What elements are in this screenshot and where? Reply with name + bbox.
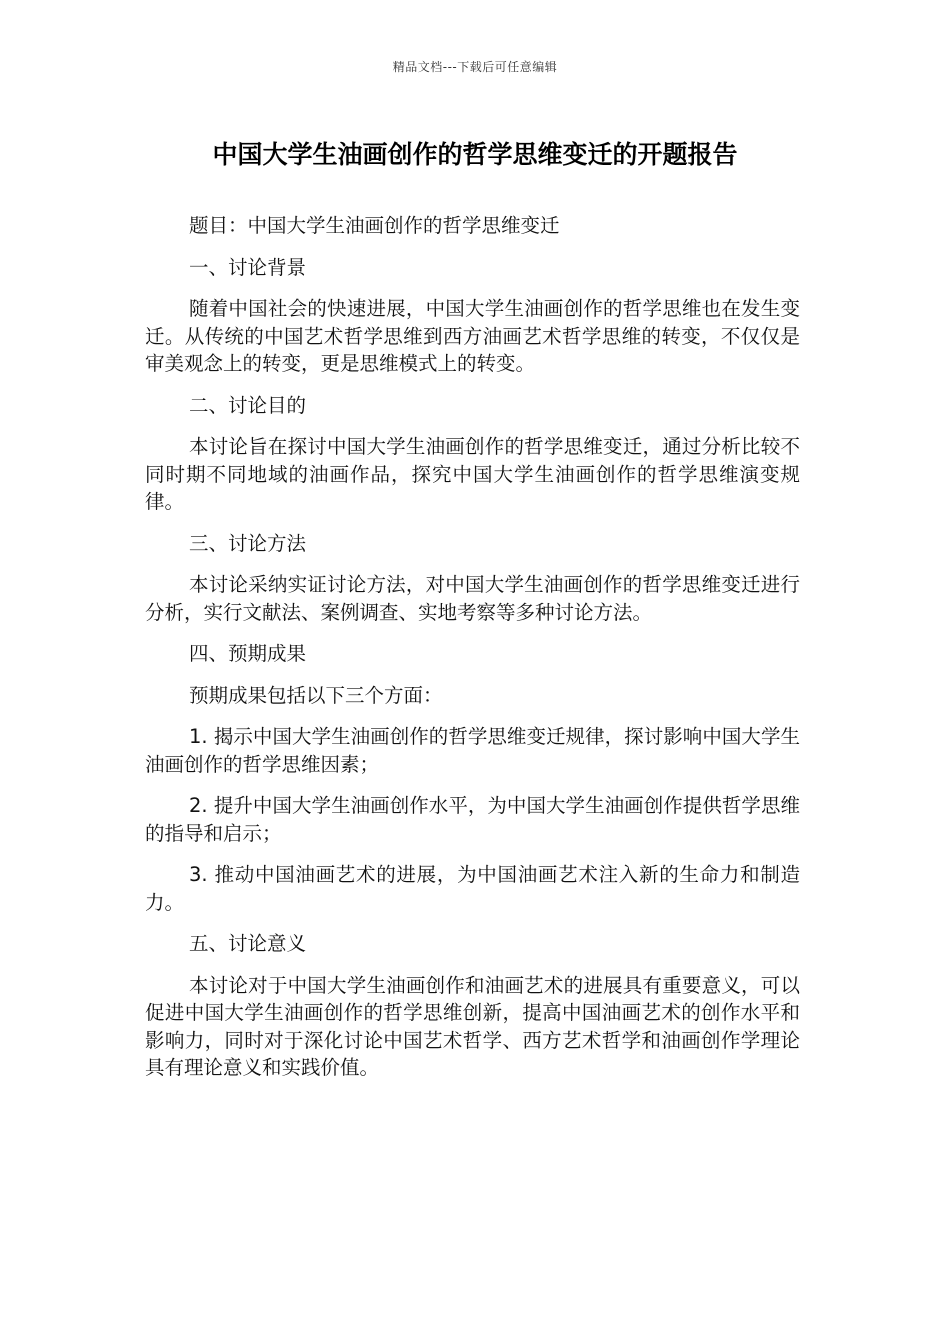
paragraph-method: 本讨论采纳实证讨论方法，对中国大学生油画创作的哲学思维变迁进行分析，实行文献法、案例调查、实地考察等多种讨论方法。 [145, 573, 800, 624]
document-body [145, 212, 800, 1096]
header-note: 精品文档---下载后可任意编辑 [392, 60, 558, 74]
section-heading-background: 一、讨论背景 [189, 255, 307, 279]
topic-line: 题目：中国大学生油画创作的哲学思维变迁 [189, 214, 560, 237]
paragraph-significance: 本讨论对于中国大学生油画创作和油画艺术的进展具有重要意义，可以促进中国大学生油画创作的哲学思维创新，提高中国油画艺术的创作水平和影响力，同时对于深化讨论中国艺术哲学、西方艺术哲学和油画创作学理论具有理论意义和实践价值。 [145, 973, 800, 1079]
section-heading-method: 三、讨论方法 [189, 531, 307, 555]
section-heading-results: 四、预期成果 [189, 642, 307, 665]
section-heading-significance: 五、讨论意义 [189, 932, 307, 955]
paragraph-purpose: 本讨论旨在探讨中国大学生油画创作的哲学思维变迁，通过分析比较不同时期不同地域的油画作品，探究中国大学生油画创作的哲学思维演变规律。 [145, 435, 800, 513]
paragraph-results-intro: 预期成果包括以下三个方面： [189, 683, 443, 707]
list-item-result-3: 3. 推动中国油画艺术的进展，为中国油画艺术注入新的生命力和制造力。 [145, 863, 800, 914]
paragraph-background: 随着中国社会的快速进展，中国大学生油画创作的哲学思维也在发生变迁。从传统的中国艺术哲学思维到西方油画艺术哲学思维的转变，不仅仅是审美观念上的转变，更是思维模式上的转变。 [145, 297, 800, 375]
document-title: 中国大学生油画创作的哲学思维变迁的开题报告 [212, 140, 738, 169]
section-heading-purpose: 二、讨论目的 [189, 393, 307, 417]
list-item-result-1: 1. 揭示中国大学生油画创作的哲学思维变迁规律，探讨影响中国大学生油画创作的哲学思维因素； [145, 725, 800, 776]
list-item-result-2: 2. 提升中国大学生油画创作水平，为中国大学生油画创作提供哲学思维的指导和启示； [145, 794, 800, 845]
